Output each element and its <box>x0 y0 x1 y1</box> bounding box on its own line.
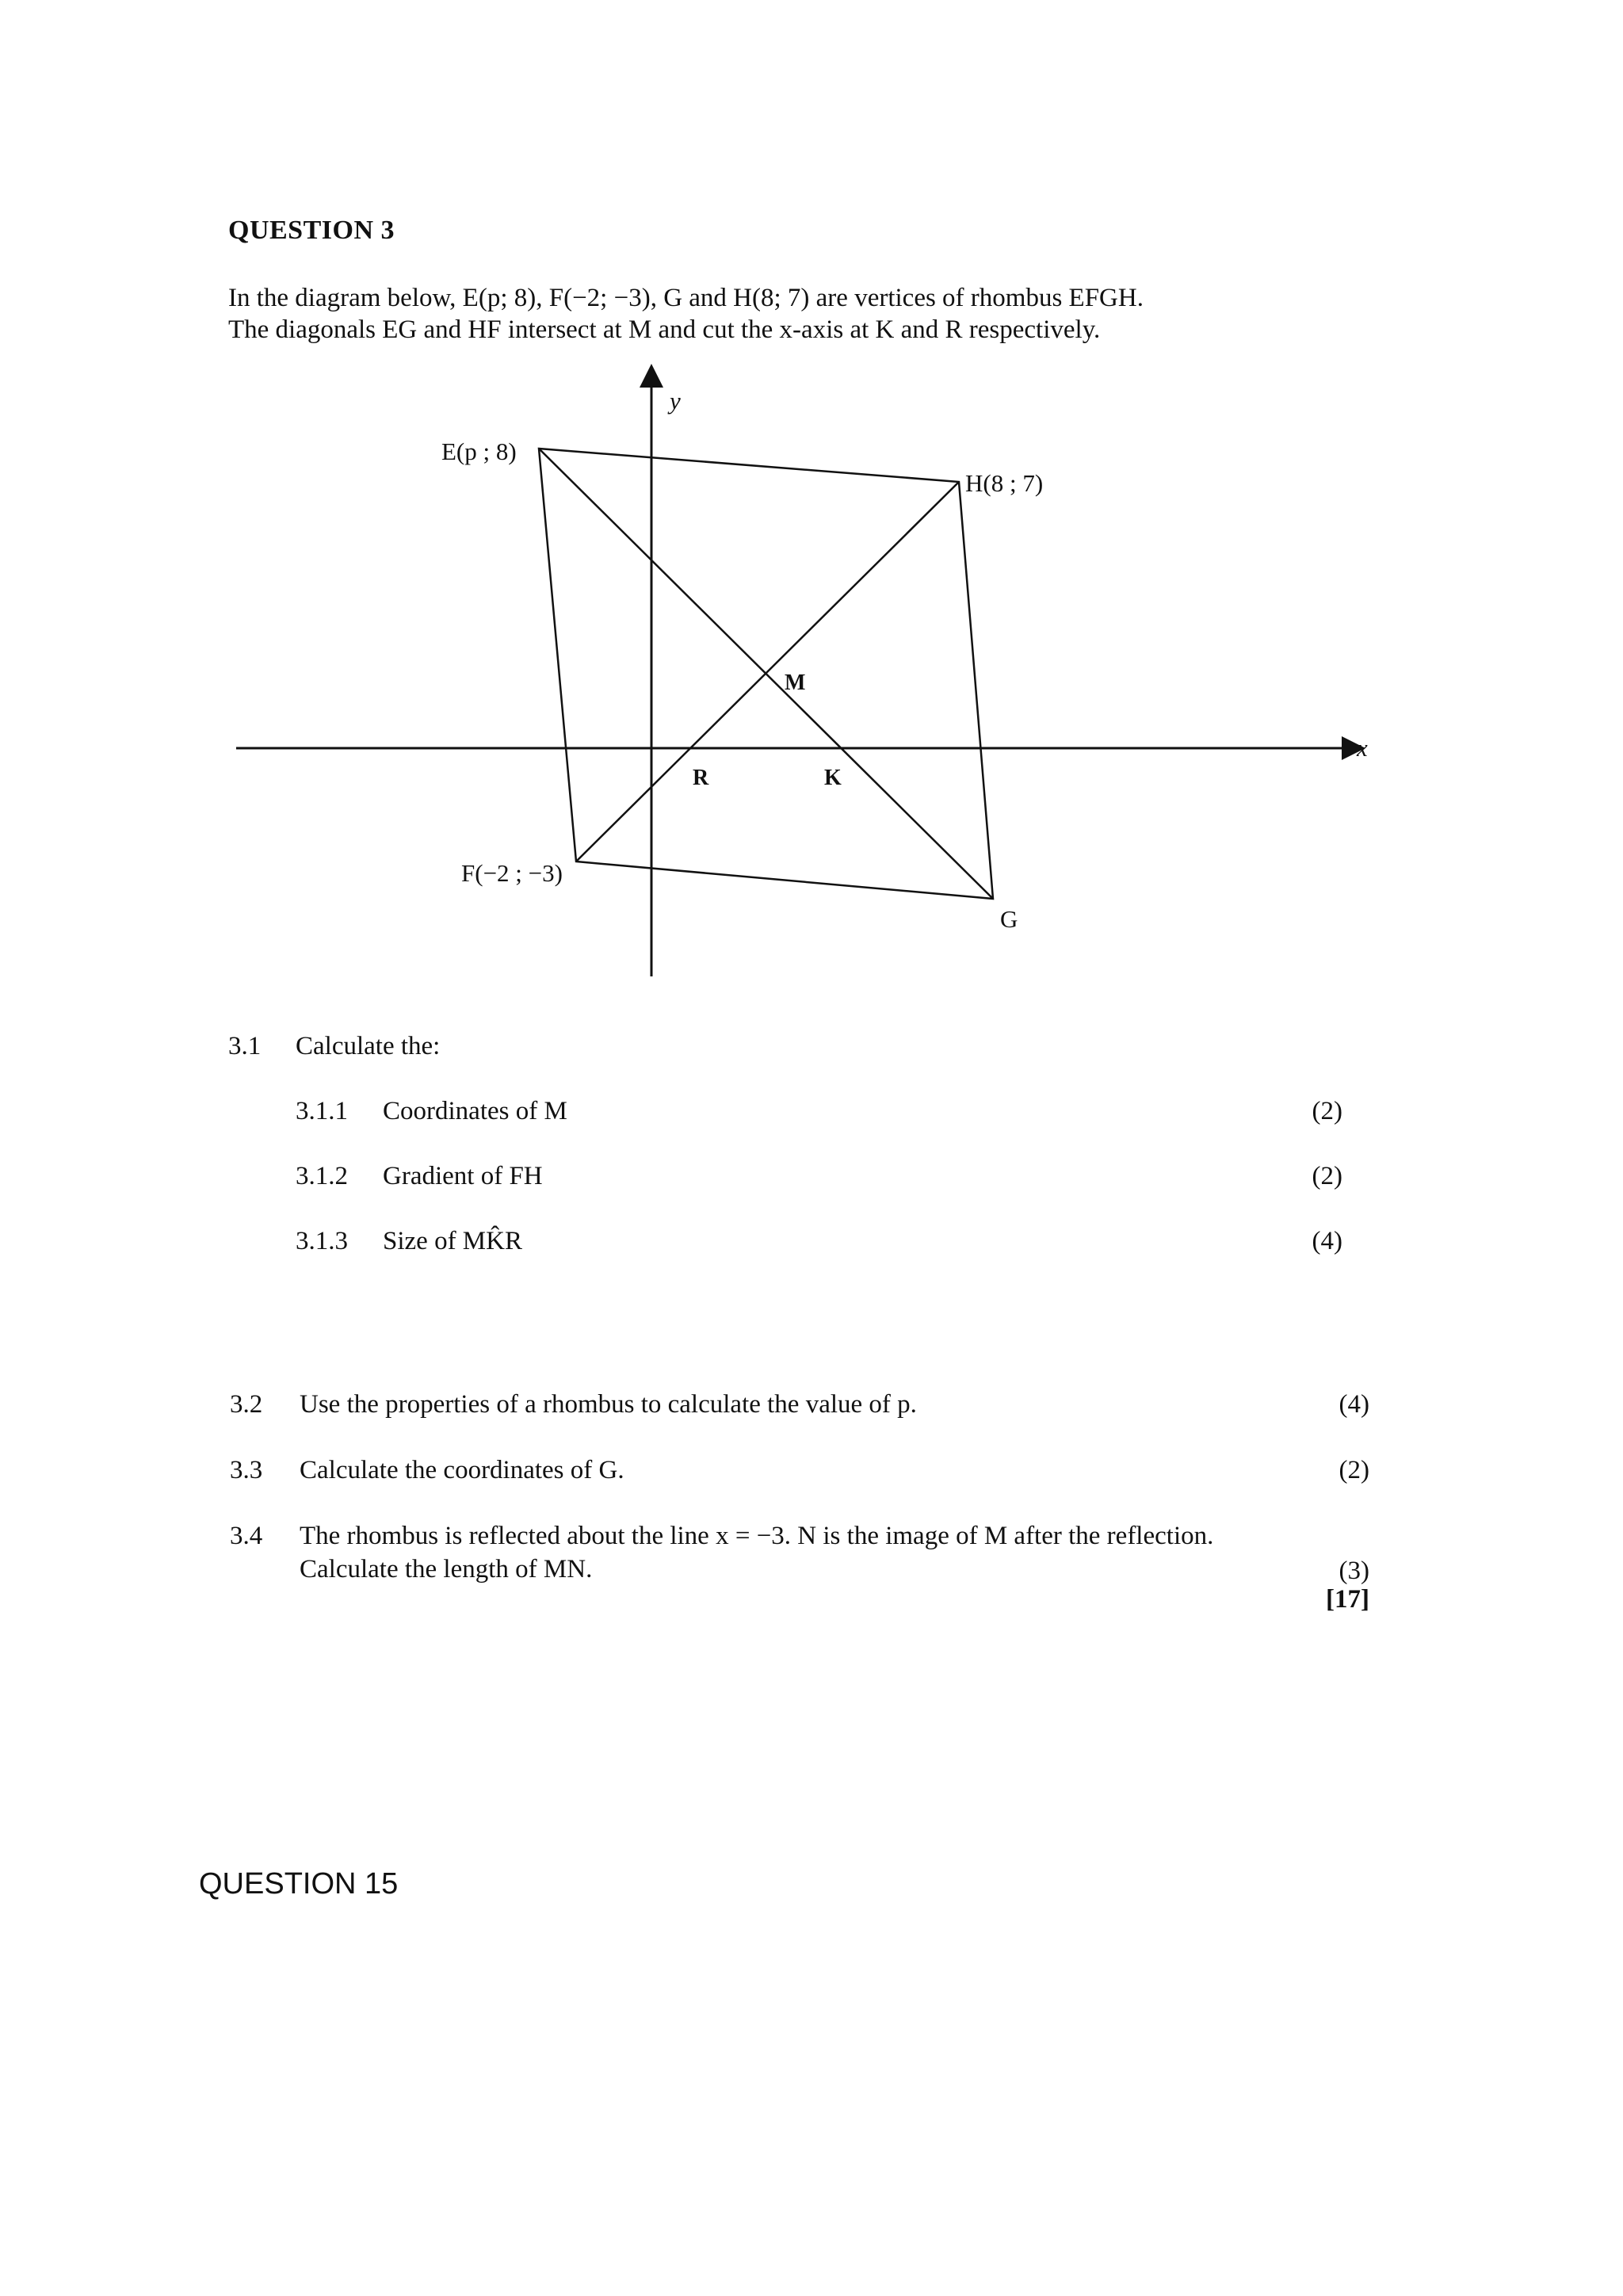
y-axis-label: y <box>670 387 681 415</box>
x-axis-label: x <box>1357 734 1368 762</box>
q3-1-1-number: 3.1.1 <box>296 1097 348 1125</box>
q3-1-3-marks: (4) <box>1312 1227 1342 1255</box>
label-h: H(8 ; 7) <box>965 469 1044 497</box>
q3-2-number: 3.2 <box>230 1390 263 1419</box>
rhombus-diagram <box>0 0 1623 999</box>
label-r: R <box>693 766 709 790</box>
q3-1-2-text: Gradient of FH <box>383 1162 543 1190</box>
q3-4-text-line-1: The rhombus is reflected about the line x = −3. N is the image of M after the reflection. <box>300 1522 1214 1550</box>
question-title: QUESTION 3 <box>228 216 395 245</box>
q3-1-2-marks: (2) <box>1312 1162 1342 1190</box>
label-g: G <box>1000 905 1018 933</box>
next-question-title: QUESTION 15 <box>199 1867 399 1901</box>
q3-4-text-line-2: Calculate the length of MN. <box>300 1555 593 1584</box>
label-k: K <box>824 766 842 790</box>
q3-1-number: 3.1 <box>228 1032 262 1060</box>
diagonal-hf <box>576 482 959 861</box>
q3-1-1-text: Coordinates of M <box>383 1097 567 1125</box>
q3-1-1-marks: (2) <box>1312 1097 1342 1125</box>
label-m: M <box>785 670 806 695</box>
intro-line-2: The diagonals EG and HF intersect at M and cut the x-axis at K and R respectively. <box>228 315 1101 344</box>
q3-1-2-number: 3.1.2 <box>296 1162 348 1190</box>
q3-3-number: 3.3 <box>230 1456 263 1484</box>
q3-1-3-number: 3.1.3 <box>296 1227 348 1255</box>
q3-4-marks: (3) <box>1338 1557 1369 1585</box>
label-f: F(−2 ; −3) <box>461 859 563 887</box>
q3-2-text: Use the properties of a rhombus to calculate the value of p. <box>300 1390 917 1419</box>
q3-3-marks: (2) <box>1338 1456 1369 1484</box>
q3-1-3-text: Size of MK̂R <box>383 1227 522 1255</box>
q3-2-marks: (4) <box>1338 1390 1369 1419</box>
label-e: E(p ; 8) <box>441 437 517 465</box>
question-total: [17] <box>1326 1585 1369 1614</box>
q3-4-number: 3.4 <box>230 1522 263 1550</box>
intro-line-1: In the diagram below, E(p; 8), F(−2; −3), G and H(8; 7) are vertices of rhombus EFGH. <box>228 284 1144 312</box>
q3-3-text: Calculate the coordinates of G. <box>300 1456 624 1484</box>
q3-1-text: Calculate the: <box>296 1032 441 1060</box>
